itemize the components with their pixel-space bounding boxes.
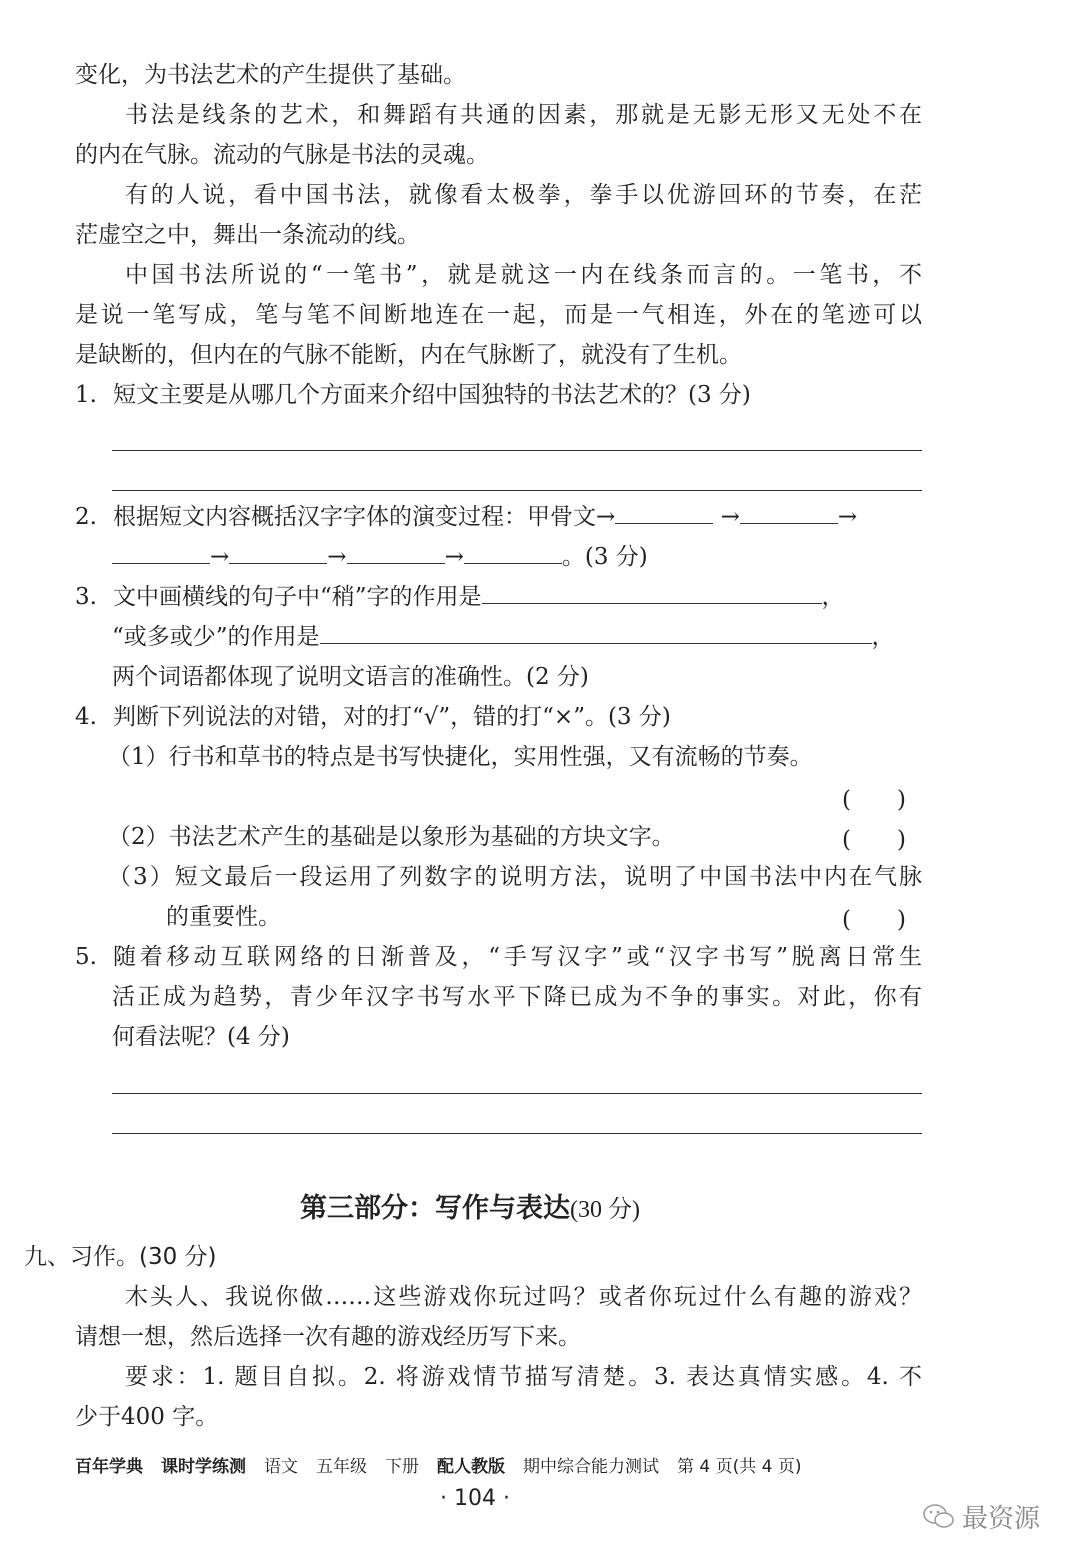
passage-line: 有的人说，看中国书法，就像看太极拳，拳手以优游回环的节奏，在茫	[125, 182, 922, 208]
judge-item: （1）行书和草书的特点是书写快捷化，实用性强，又有流畅的节奏。	[108, 744, 813, 770]
arrow: →	[720, 504, 740, 530]
footer-series: 课时学练测	[161, 1457, 246, 1477]
judge-item: （3）短文最后一段运用了列数字的说明方法，说明了中国书法中内在气脉	[108, 864, 922, 890]
comma: ，	[871, 624, 895, 650]
footer-subject: 语文	[264, 1457, 298, 1477]
answer-blank[interactable]	[740, 501, 838, 524]
footer	[75, 1452, 820, 1477]
watermark-text: 最资源	[962, 1504, 1041, 1534]
comma: ，	[821, 584, 845, 610]
question-number: 1.	[75, 382, 97, 408]
passage-line: 是说一笔写成，笔与笔不间断地连在一起，而是一气相连，外在的笔迹可以	[75, 302, 922, 328]
answer-parens[interactable]: ( )	[842, 907, 906, 933]
footer-brand: 百年学典	[75, 1457, 143, 1477]
section-title-text: 第三部分：写作与表达	[300, 1193, 570, 1224]
question-number: 2.	[75, 504, 97, 530]
answer-line[interactable]	[112, 450, 922, 451]
passage-line: 变化，为书法艺术的产生提供了基础。	[75, 62, 466, 88]
answer-blank[interactable]	[229, 541, 327, 564]
question-3	[75, 581, 845, 613]
answer-blank[interactable]	[320, 621, 872, 644]
question-number: 3.	[75, 584, 97, 610]
question-text: 短文主要是从哪几个方面来介绍中国独特的书法艺术的？(3 分)	[113, 382, 751, 408]
answer-blank[interactable]	[615, 501, 713, 524]
prompt-line: 请想一想，然后选择一次有趣的游戏经历写下来。	[75, 1324, 581, 1350]
arrow: →	[837, 504, 858, 530]
footer-volume: 下册	[385, 1457, 419, 1477]
prompt-line: 少于400 字。	[75, 1404, 219, 1430]
section-title	[0, 1186, 940, 1225]
answer-line[interactable]	[112, 1093, 922, 1094]
page-number: · 104 ·	[440, 1486, 510, 1511]
question-1	[75, 379, 751, 411]
footer-edition: 配人教版	[437, 1457, 505, 1477]
question-9-heading: 九、习作。(30 分)	[24, 1244, 217, 1270]
footer-page-info: 第 4 页(共 4 页)	[677, 1457, 802, 1477]
answer-blank[interactable]	[482, 581, 822, 604]
question-text: 根据短文内容概括汉字字体的演变过程：甲骨文→	[113, 504, 616, 530]
question-number: 5.	[75, 944, 97, 970]
question-text: 两个词语都体现了说明文语言的准确性。(2 分)	[112, 664, 589, 690]
answer-blank[interactable]	[112, 541, 210, 564]
question-number: 4.	[75, 704, 97, 730]
answer-blank[interactable]	[464, 541, 562, 564]
arrow: →	[444, 544, 464, 570]
score: 。(3 分)	[561, 544, 648, 570]
answer-parens[interactable]: ( )	[842, 827, 906, 853]
judge-item-cont: 的重要性。	[166, 904, 281, 930]
question-5	[75, 941, 922, 973]
question-2	[75, 501, 857, 533]
passage-line: 是缺断的，但内在的气脉不能断，内在气脉断了，就没有了生机。	[75, 342, 742, 368]
footer-grade: 五年级	[316, 1457, 367, 1477]
question-text: 随着移动互联网络的日渐普及，“手写汉字”或“汉字书写”脱离日常生	[113, 944, 922, 970]
footer-test-name: 期中综合能力测试	[523, 1457, 659, 1477]
arrow: →	[327, 544, 347, 570]
arrow: →	[210, 544, 230, 570]
prompt-line: 要求：1. 题目自拟。2. 将游戏情节描写清楚。3. 表达真情实感。4. 不	[125, 1364, 922, 1390]
question-2-cont	[112, 541, 648, 573]
question-text: 判断下列说法的对错，对的打“√”，错的打“×”。(3 分)	[113, 704, 671, 730]
passage-line: 茫虚空之中，舞出一条流动的线。	[75, 222, 420, 248]
answer-blank[interactable]	[347, 541, 445, 564]
passage-line: 中国书法所说的“一笔书”，就是就这一内在线条而言的。一笔书，不	[125, 262, 922, 288]
question-4	[75, 701, 671, 733]
answer-line[interactable]	[112, 1133, 922, 1134]
answer-parens[interactable]: ( )	[842, 787, 906, 813]
section-score: (30 分)	[570, 1197, 640, 1223]
answer-line[interactable]	[112, 490, 922, 491]
question-text: 活正成为趋势，青少年汉字书写水平下降已成为不争的事实。对此，你有	[112, 984, 922, 1010]
watermark	[922, 1498, 1040, 1535]
question-3-cont	[112, 621, 895, 653]
wechat-icon	[922, 1502, 956, 1532]
question-text: 何看法呢？(4 分)	[112, 1024, 290, 1050]
passage-line: 书法是线条的艺术，和舞蹈有共通的因素，那就是无影无形又无处不在	[125, 102, 922, 128]
prompt-line: 木头人、我说你做……这些游戏你玩过吗？或者你玩过什么有趣的游戏？	[125, 1284, 922, 1310]
question-text: 文中画横线的句子中“稍”字的作用是	[113, 584, 482, 610]
passage-line: 的内在气脉。流动的气脉是书法的灵魂。	[75, 142, 489, 168]
judge-item: （2）书法艺术产生的基础是以象形为基础的方块文字。	[108, 824, 675, 850]
question-text: “或多或少”的作用是	[112, 624, 320, 650]
